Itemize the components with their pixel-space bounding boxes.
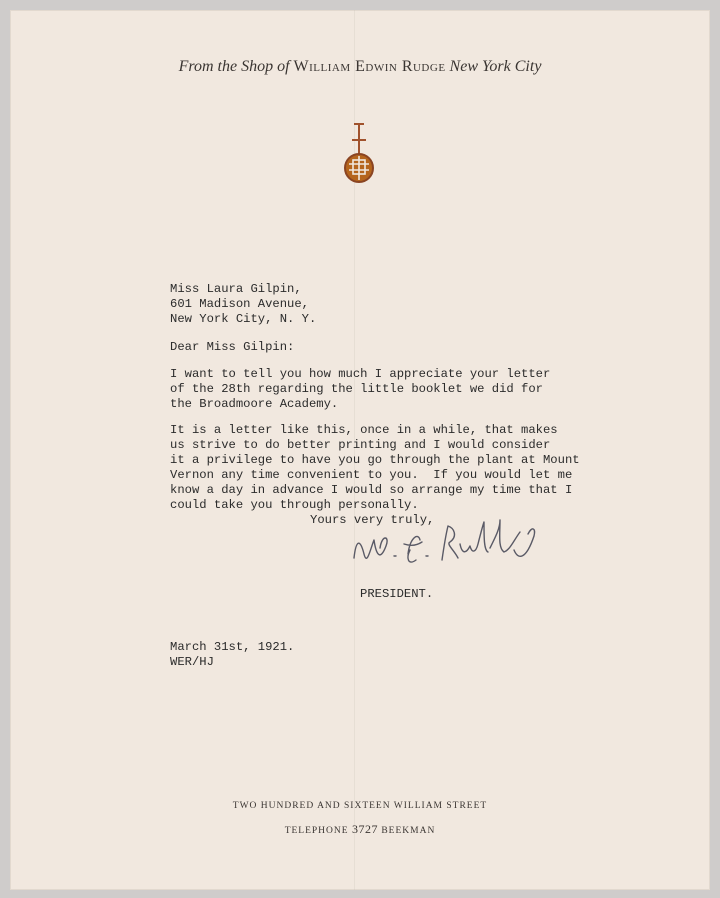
- paragraph-line: of the 28th regarding the little booklet we did for: [170, 382, 543, 396]
- letter-sheet: [10, 10, 710, 890]
- salutation: Dear Miss Gilpin:: [170, 340, 295, 354]
- telephone-exchange: BEEKMAN: [381, 826, 436, 836]
- telephone-number: 3727: [351, 822, 378, 836]
- signatory-title: PRESIDENT.: [360, 587, 434, 601]
- recipient-city: New York City, N. Y.: [170, 312, 317, 326]
- printers-mark-icon: [341, 122, 377, 188]
- signature: [350, 510, 550, 590]
- footer-address: TWO HUNDRED AND SIXTEEN WILLIAM STREET: [232, 801, 488, 811]
- paragraph-line: could take you through personally.: [170, 498, 419, 512]
- closing: Yours very truly,: [310, 513, 435, 527]
- recipient-name: Miss Laura Gilpin,: [170, 282, 302, 296]
- letterhead: [10, 58, 710, 76]
- letterhead-city: New York City: [449, 58, 542, 75]
- paragraph-line: It is a letter like this, once in a while, that makes: [170, 423, 558, 437]
- paragraph-line: Vernon any time convenient to you. If you would let me: [170, 468, 573, 482]
- paragraph-line: it a privilege to have you go through the plant at Mount: [170, 453, 580, 467]
- telephone-label: TELEPHONE: [284, 826, 349, 836]
- letterhead-from: From the Shop of: [178, 58, 290, 75]
- paragraph-line: know a day in advance I would so arrange my time that I: [170, 483, 573, 497]
- letterhead-name: William Edwin Rudge: [293, 58, 446, 75]
- letter-date: March 31st, 1921.: [170, 640, 295, 654]
- paragraph-line: I want to tell you how much I appreciate your letter: [170, 367, 551, 381]
- paragraph-line: us strive to do better printing and I would consider: [170, 438, 551, 452]
- recipient-street: 601 Madison Avenue,: [170, 297, 309, 311]
- paragraph-line: the Broadmoore Academy.: [170, 397, 339, 411]
- footer-telephone: [10, 822, 710, 837]
- reference-initials: WER/HJ: [170, 655, 214, 669]
